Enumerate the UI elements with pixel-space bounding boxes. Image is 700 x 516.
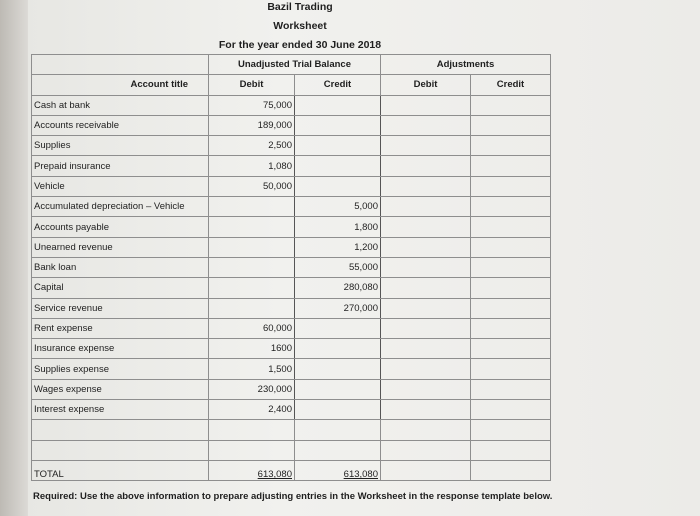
adj-credit-cell <box>471 95 551 115</box>
worksheet-table <box>31 54 551 481</box>
credit-cell: 5,000 <box>295 197 381 217</box>
adj-credit-cell <box>471 278 551 298</box>
total-credit: 613,080 <box>295 460 381 480</box>
adj-credit-cell <box>471 115 551 135</box>
account-title-cell: Accounts payable <box>32 217 209 237</box>
account-title-cell: Bank loan <box>32 257 209 277</box>
credit-cell: 280,080 <box>295 278 381 298</box>
adj-credit-cell <box>471 298 551 318</box>
account-title-cell: Rent expense <box>32 318 209 338</box>
account-title-header: Account title <box>32 75 209 95</box>
credit-cell <box>295 379 381 399</box>
adj-credit-cell <box>471 359 551 379</box>
adj-credit-cell <box>471 136 551 156</box>
debit-cell: 50,000 <box>209 176 295 196</box>
blank-row <box>32 440 551 460</box>
required-text: Use the above information to prepare adjusting entries in the Worksheet in the response template below. <box>79 491 553 502</box>
debit-cell: 1600 <box>209 339 295 359</box>
table-row <box>32 95 551 115</box>
table-row <box>32 176 551 196</box>
credit-cell: 270,000 <box>295 298 381 318</box>
account-title-cell: Capital <box>32 278 209 298</box>
debit-cell <box>209 257 295 277</box>
required-instruction <box>33 491 552 502</box>
debit-cell: 60,000 <box>209 318 295 338</box>
adj-debit-cell <box>381 257 471 277</box>
debit-cell: 75,000 <box>209 95 295 115</box>
adj-debit-cell <box>381 298 471 318</box>
account-title-cell: Supplies expense <box>32 359 209 379</box>
adj-debit-cell <box>381 95 471 115</box>
debit-cell: 1,080 <box>209 156 295 176</box>
adj-debit-cell <box>381 197 471 217</box>
group-header-row <box>32 55 551 75</box>
account-title-cell: Service revenue <box>32 298 209 318</box>
total-label: TOTAL <box>32 460 209 480</box>
required-label: Required: <box>33 491 78 502</box>
utb-header: Unadjusted Trial Balance <box>209 55 381 75</box>
credit-cell <box>295 359 381 379</box>
adj-credit-cell <box>471 237 551 257</box>
adj-debit-cell <box>381 237 471 257</box>
table-row <box>32 136 551 156</box>
page-edge-shadow <box>0 0 28 516</box>
table-row <box>32 237 551 257</box>
debit-cell: 2,400 <box>209 400 295 420</box>
table-row <box>32 400 551 420</box>
credit-cell: 1,800 <box>295 217 381 237</box>
total-row <box>32 460 551 480</box>
adj-credit-cell <box>471 156 551 176</box>
table-row <box>32 257 551 277</box>
credit-cell <box>295 156 381 176</box>
blank-row <box>32 420 551 440</box>
adj-debit-cell <box>381 339 471 359</box>
adj-credit-cell <box>471 339 551 359</box>
adj-debit-cell <box>381 318 471 338</box>
adj-debit-cell <box>381 359 471 379</box>
table-row <box>32 318 551 338</box>
account-title-cell: Accounts receivable <box>32 115 209 135</box>
debit-cell: 1,500 <box>209 359 295 379</box>
credit-cell: 1,200 <box>295 237 381 257</box>
sheet-title: Worksheet <box>273 20 327 32</box>
adj-debit-cell <box>381 278 471 298</box>
adj-debit-cell <box>381 379 471 399</box>
debit-cell: 230,000 <box>209 379 295 399</box>
credit-cell <box>295 318 381 338</box>
adj-debit-header: Debit <box>381 75 471 95</box>
table-row <box>32 197 551 217</box>
adj-debit-cell <box>381 400 471 420</box>
total-debit: 613,080 <box>209 460 295 480</box>
account-title-cell: Prepaid insurance <box>32 156 209 176</box>
account-title-cell: Unearned revenue <box>32 237 209 257</box>
account-title-cell: Vehicle <box>32 176 209 196</box>
credit-cell <box>295 339 381 359</box>
table-row <box>32 156 551 176</box>
column-header-row <box>32 75 551 95</box>
adj-debit-cell <box>381 217 471 237</box>
debit-cell: 2,500 <box>209 136 295 156</box>
debit-cell <box>209 217 295 237</box>
adj-credit-cell <box>471 257 551 277</box>
account-title-cell: Supplies <box>32 136 209 156</box>
table-row <box>32 359 551 379</box>
debit-cell <box>209 197 295 217</box>
adj-credit-cell <box>471 197 551 217</box>
account-title-cell: Cash at bank <box>32 95 209 115</box>
adj-credit-cell <box>471 318 551 338</box>
table-row <box>32 339 551 359</box>
debit-header: Debit <box>209 75 295 95</box>
adj-credit-cell <box>471 379 551 399</box>
credit-cell <box>295 400 381 420</box>
table-row <box>32 298 551 318</box>
account-title-cell: Interest expense <box>32 400 209 420</box>
debit-cell <box>209 278 295 298</box>
debit-cell: 189,000 <box>209 115 295 135</box>
period-line: For the year ended 30 June 2018 <box>218 39 382 51</box>
account-title-cell: Wages expense <box>32 379 209 399</box>
table-row <box>32 278 551 298</box>
adj-debit-cell <box>381 136 471 156</box>
blank-header-cell <box>32 55 209 75</box>
adj-credit-cell <box>471 400 551 420</box>
adj-debit-cell <box>381 156 471 176</box>
credit-header: Credit <box>295 75 381 95</box>
table-row <box>32 115 551 135</box>
credit-cell <box>295 95 381 115</box>
table-row <box>32 217 551 237</box>
adj-credit-header: Credit <box>471 75 551 95</box>
adj-credit-cell <box>471 176 551 196</box>
adj-debit-cell <box>381 176 471 196</box>
debit-cell <box>209 298 295 318</box>
credit-cell <box>295 136 381 156</box>
adj-debit-cell <box>381 115 471 135</box>
account-title-cell: Accumulated depreciation – Vehicle <box>32 197 209 217</box>
credit-cell: 55,000 <box>295 257 381 277</box>
adjustments-header: Adjustments <box>381 55 551 75</box>
credit-cell <box>295 176 381 196</box>
adj-credit-cell <box>471 217 551 237</box>
company-name: Bazil Trading <box>267 1 333 13</box>
debit-cell <box>209 237 295 257</box>
account-title-cell: Insurance expense <box>32 339 209 359</box>
table-row <box>32 379 551 399</box>
credit-cell <box>295 115 381 135</box>
